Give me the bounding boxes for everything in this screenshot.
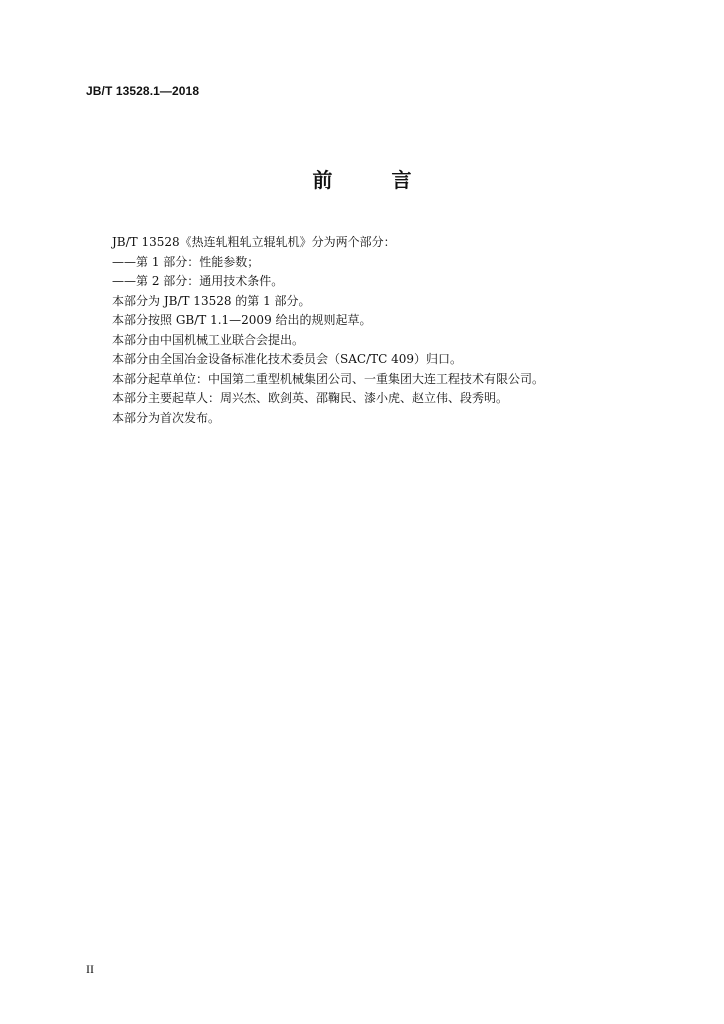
paragraph-drafting-rules: 本部分按照 GB/T 1.1—2009 给出的规则起草。	[112, 313, 372, 327]
foreword-body	[112, 233, 672, 428]
paragraph-proposed-by: 本部分由中国机械工业联合会提出。	[112, 332, 305, 347]
paragraph-part-1: ——第 1 部分：性能参数；	[112, 254, 260, 269]
paragraph-this-part: 本部分为 JB/T 13528 的第 1 部分。	[112, 293, 311, 308]
page-number: II	[86, 962, 94, 976]
paragraph-administered-by: 本部分由全国冶金设备标准化技术委员会（SAC/TC 409）归口。	[112, 352, 463, 366]
paragraph-main-drafters: 本部分主要起草人：周兴杰、欧剑英、邵鞠民、漆小虎、赵立伟、段秀明。	[112, 391, 509, 405]
paragraph-part-2: ——第 2 部分：通用技术条件。	[112, 274, 284, 288]
foreword-title: 前 言	[312, 168, 438, 192]
paragraph-parts-intro: JB/T 13528《热连轧粗轧立辊轧机》分为两个部分：	[112, 235, 396, 249]
paragraph-drafting-units: 本部分起草单位：中国第二重型机械集团公司、一重集团大连工程技术有限公司。	[112, 371, 545, 386]
standard-number-header: JB/T 13528.1—2018	[86, 84, 200, 98]
paragraph-first-release: 本部分为首次发布。	[112, 410, 221, 425]
